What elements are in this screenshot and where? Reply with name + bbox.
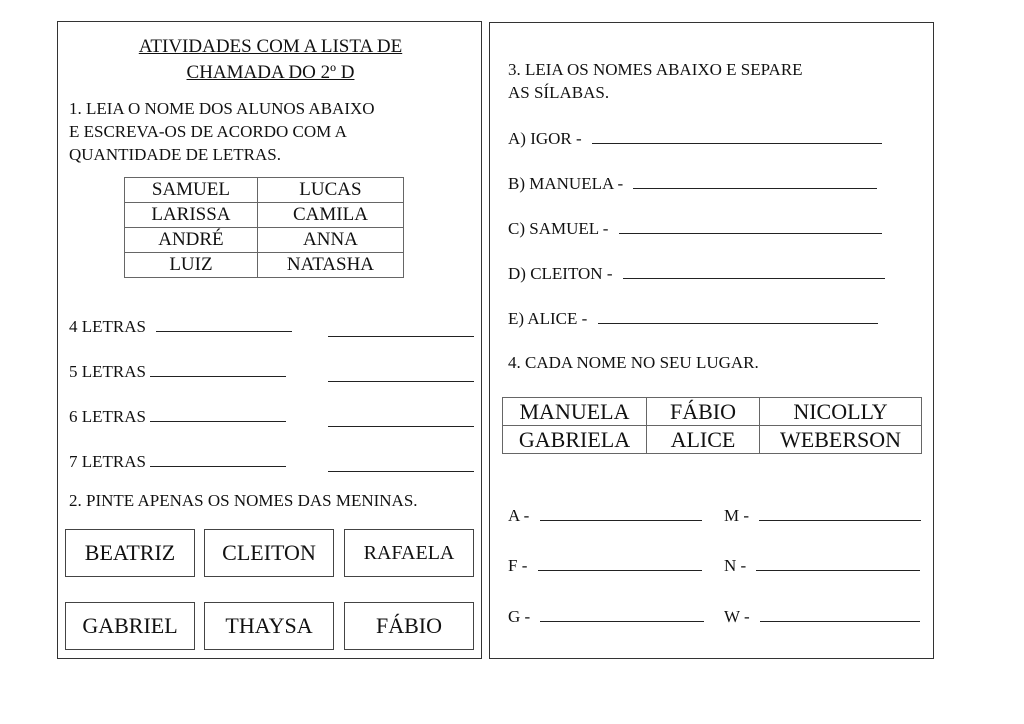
question-4: 4. CADA NOME NO SEU LUGAR.	[508, 353, 759, 372]
name-cell: SAMUEL	[125, 178, 258, 203]
name-box-fabio[interactable]: FÁBIO	[344, 602, 474, 650]
initial-row	[724, 556, 920, 576]
letters-row	[69, 317, 292, 337]
name-cell: WEBERSON	[760, 426, 922, 454]
name-cell: NATASHA	[257, 253, 403, 278]
name-cell: LUCAS	[257, 178, 403, 203]
answer-line[interactable]	[759, 519, 921, 521]
answer-line[interactable]	[623, 277, 885, 279]
name-box-thaysa[interactable]: THAYSA	[204, 602, 334, 650]
title-line-2: CHAMADA DO 2º D	[186, 62, 355, 83]
answer-line[interactable]	[328, 335, 474, 337]
syllable-label: C) SAMUEL -	[508, 219, 609, 238]
letters-label: 4 LETRAS	[69, 317, 146, 336]
initial-label: F -	[508, 556, 528, 575]
initial-row	[724, 506, 921, 526]
answer-line[interactable]	[540, 620, 704, 622]
question-1-line-1: 1. LEIA O NOME DOS ALUNOS ABAIXO	[69, 99, 375, 118]
name-cell: ANDRÉ	[125, 228, 258, 253]
initial-label: A -	[508, 506, 530, 525]
question-3-line-1: 3. LEIA OS NOMES ABAIXO E SEPARE	[508, 60, 803, 79]
syllable-row	[508, 129, 882, 149]
question-1-line-2: E ESCREVA-OS DE ACORDO COM A	[69, 122, 347, 141]
syllable-label: D) CLEITON -	[508, 264, 613, 283]
initial-label: G -	[508, 607, 531, 626]
syllable-row	[508, 219, 882, 239]
answer-line[interactable]	[756, 569, 920, 571]
answer-line[interactable]	[619, 232, 882, 234]
answer-line[interactable]	[592, 142, 882, 144]
initial-label: M -	[724, 506, 750, 525]
letters-label: 7 LETRAS	[69, 452, 146, 471]
syllable-row	[508, 309, 878, 329]
name-cell: CAMILA	[257, 203, 403, 228]
right-worksheet-panel	[489, 22, 934, 659]
syllable-row	[508, 264, 885, 284]
question-3-line-2: AS SÍLABAS.	[508, 83, 610, 102]
initial-label: N -	[724, 556, 747, 575]
initial-row	[724, 607, 920, 627]
name-cell: LUIZ	[125, 253, 258, 278]
answer-line[interactable]	[598, 322, 878, 324]
name-cell: ALICE	[647, 426, 760, 454]
letters-row	[69, 407, 286, 427]
letters-row	[69, 452, 286, 472]
name-box-rafaela[interactable]: RAFAELA	[344, 529, 474, 577]
student-names-table	[124, 177, 404, 278]
answer-line[interactable]	[540, 519, 702, 521]
answer-line[interactable]	[150, 420, 286, 422]
answer-line[interactable]	[328, 425, 474, 427]
syllable-row	[508, 174, 877, 194]
letters-label: 6 LETRAS	[69, 407, 146, 426]
answer-line[interactable]	[633, 187, 877, 189]
title-line-1: ATIVIDADES COM A LISTA DE	[138, 36, 403, 57]
answer-line[interactable]	[538, 569, 702, 571]
syllable-label: B) MANUELA -	[508, 174, 624, 193]
answer-line[interactable]	[150, 465, 286, 467]
answer-line[interactable]	[328, 470, 474, 472]
name-cell: FÁBIO	[647, 398, 760, 426]
names-place-table	[502, 397, 922, 454]
initial-row	[508, 556, 702, 576]
answer-line[interactable]	[760, 620, 920, 622]
name-cell: GABRIELA	[503, 426, 647, 454]
answer-line[interactable]	[156, 330, 292, 332]
name-box-gabriel[interactable]: GABRIEL	[65, 602, 195, 650]
question-2: 2. PINTE APENAS OS NOMES DAS MENINAS.	[69, 491, 418, 510]
initial-label: W -	[724, 607, 750, 626]
left-worksheet-panel	[57, 21, 482, 659]
name-box-beatriz[interactable]: BEATRIZ	[65, 529, 195, 577]
name-cell: MANUELA	[503, 398, 647, 426]
letters-label: 5 LETRAS	[69, 362, 146, 381]
syllable-label: A) IGOR -	[508, 129, 582, 148]
name-box-cleiton[interactable]: CLEITON	[204, 529, 334, 577]
question-1-line-3: QUANTIDADE DE LETRAS.	[69, 145, 282, 164]
initial-row	[508, 607, 704, 627]
name-cell: ANNA	[257, 228, 403, 253]
syllable-label: E) ALICE -	[508, 309, 588, 328]
letters-row	[69, 362, 286, 382]
initial-row	[508, 506, 702, 526]
answer-line[interactable]	[150, 375, 286, 377]
name-cell: NICOLLY	[760, 398, 922, 426]
answer-line[interactable]	[328, 380, 474, 382]
name-cell: LARISSA	[125, 203, 258, 228]
